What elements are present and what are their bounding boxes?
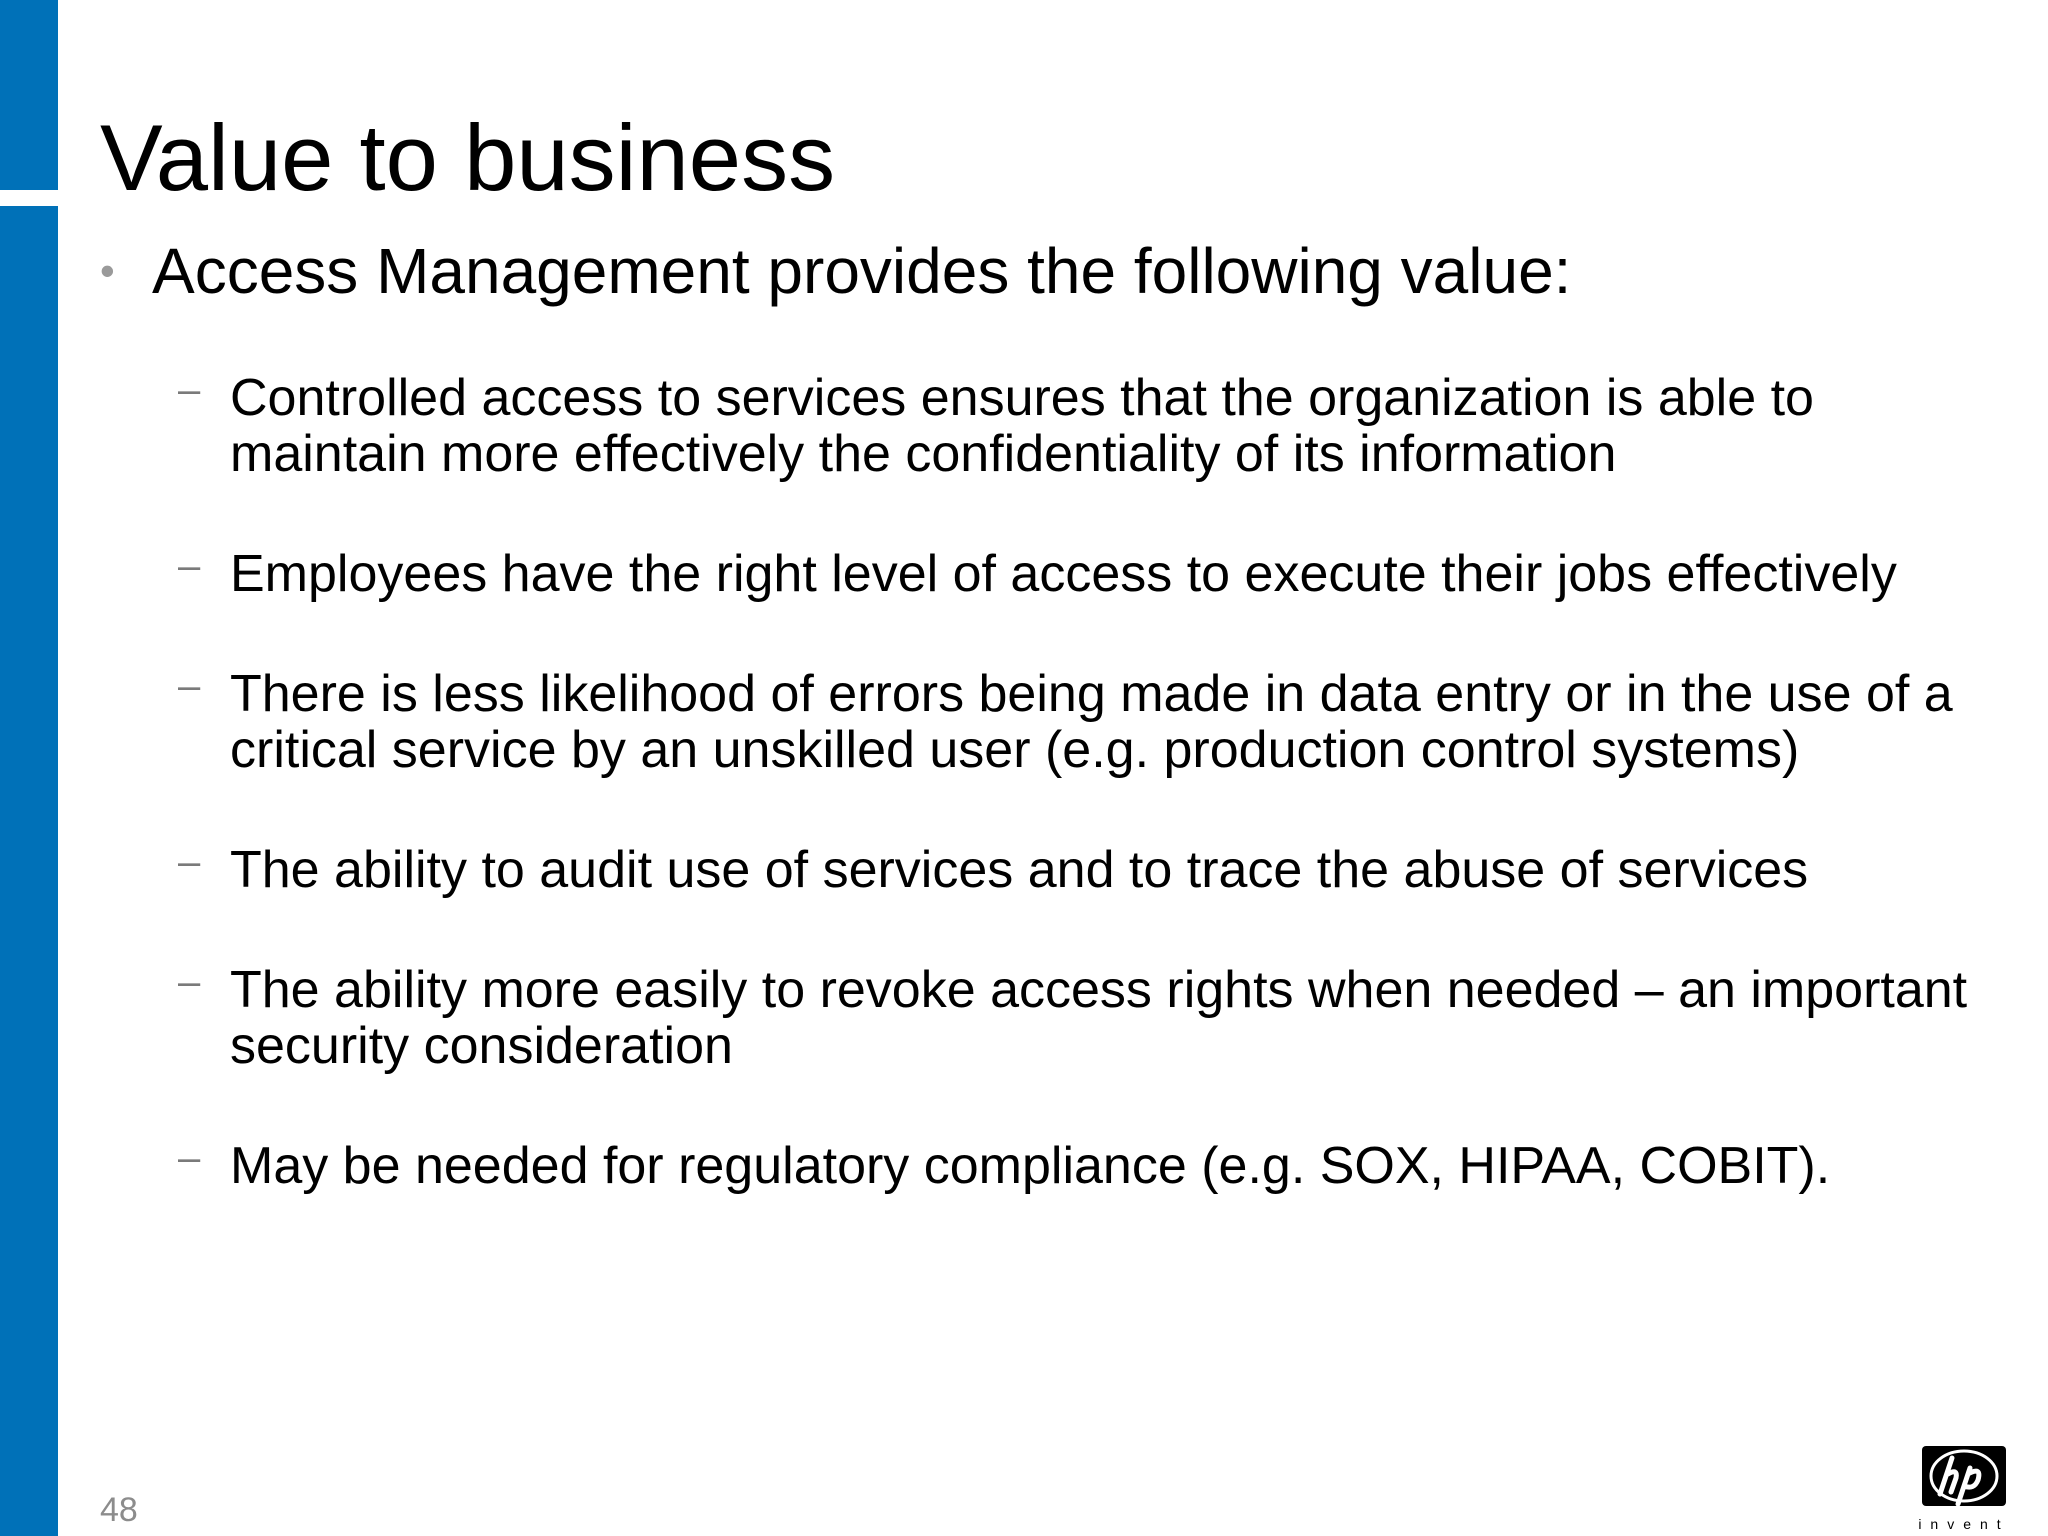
sub-bullet-item (178, 962, 2008, 1074)
sub-bullet-list (178, 370, 2008, 1258)
sub-bullet-dash: – (178, 544, 201, 588)
sub-bullet-dash: – (178, 664, 201, 708)
hp-logo-icon (1918, 1444, 2010, 1508)
sub-bullet-text: Employees have the right level of access to execute their jobs effectively (230, 545, 1897, 603)
sub-bullet-item (178, 546, 2008, 602)
hp-logo (1918, 1444, 2010, 1532)
sub-bullet-dash: – (178, 840, 201, 884)
sub-bullet-item (178, 1138, 2008, 1194)
sub-bullet-dash: – (178, 1136, 201, 1180)
sub-bullet-dash: – (178, 368, 201, 412)
page-number: 48 (100, 1491, 138, 1529)
sub-bullet-text: May be needed for regulatory compliance (e.g. SOX, HIPAA, COBIT). (230, 1137, 1831, 1195)
main-bullet (100, 235, 1572, 307)
sub-bullet-text: There is less likelihood of errors being made in data entry or in the use of a critical service by an unskilled user (e.g. production control systems) (230, 665, 1953, 779)
sub-bullet-item (178, 666, 2008, 778)
main-bullet-text: Access Management provides the following value: (152, 235, 1572, 307)
sub-bullet-item (178, 842, 2008, 898)
bullet-dot: • (100, 247, 115, 294)
accent-bar-bottom (0, 206, 58, 1536)
sub-bullet-dash: – (178, 960, 201, 1004)
sub-bullet-text: Controlled access to services ensures that the organization is able to maintain more effectively the confidentiality of its information (230, 369, 1814, 483)
sub-bullet-item (178, 370, 2008, 482)
sub-bullet-text: The ability more easily to revoke access rights when needed – an important security consideration (230, 961, 1968, 1075)
sub-bullet-text: The ability to audit use of services and to trace the abuse of services (230, 841, 1809, 899)
slide-title: Value to business (100, 105, 836, 210)
accent-bar-top (0, 0, 58, 190)
hp-logo-tagline: invent (1918, 1516, 2010, 1532)
